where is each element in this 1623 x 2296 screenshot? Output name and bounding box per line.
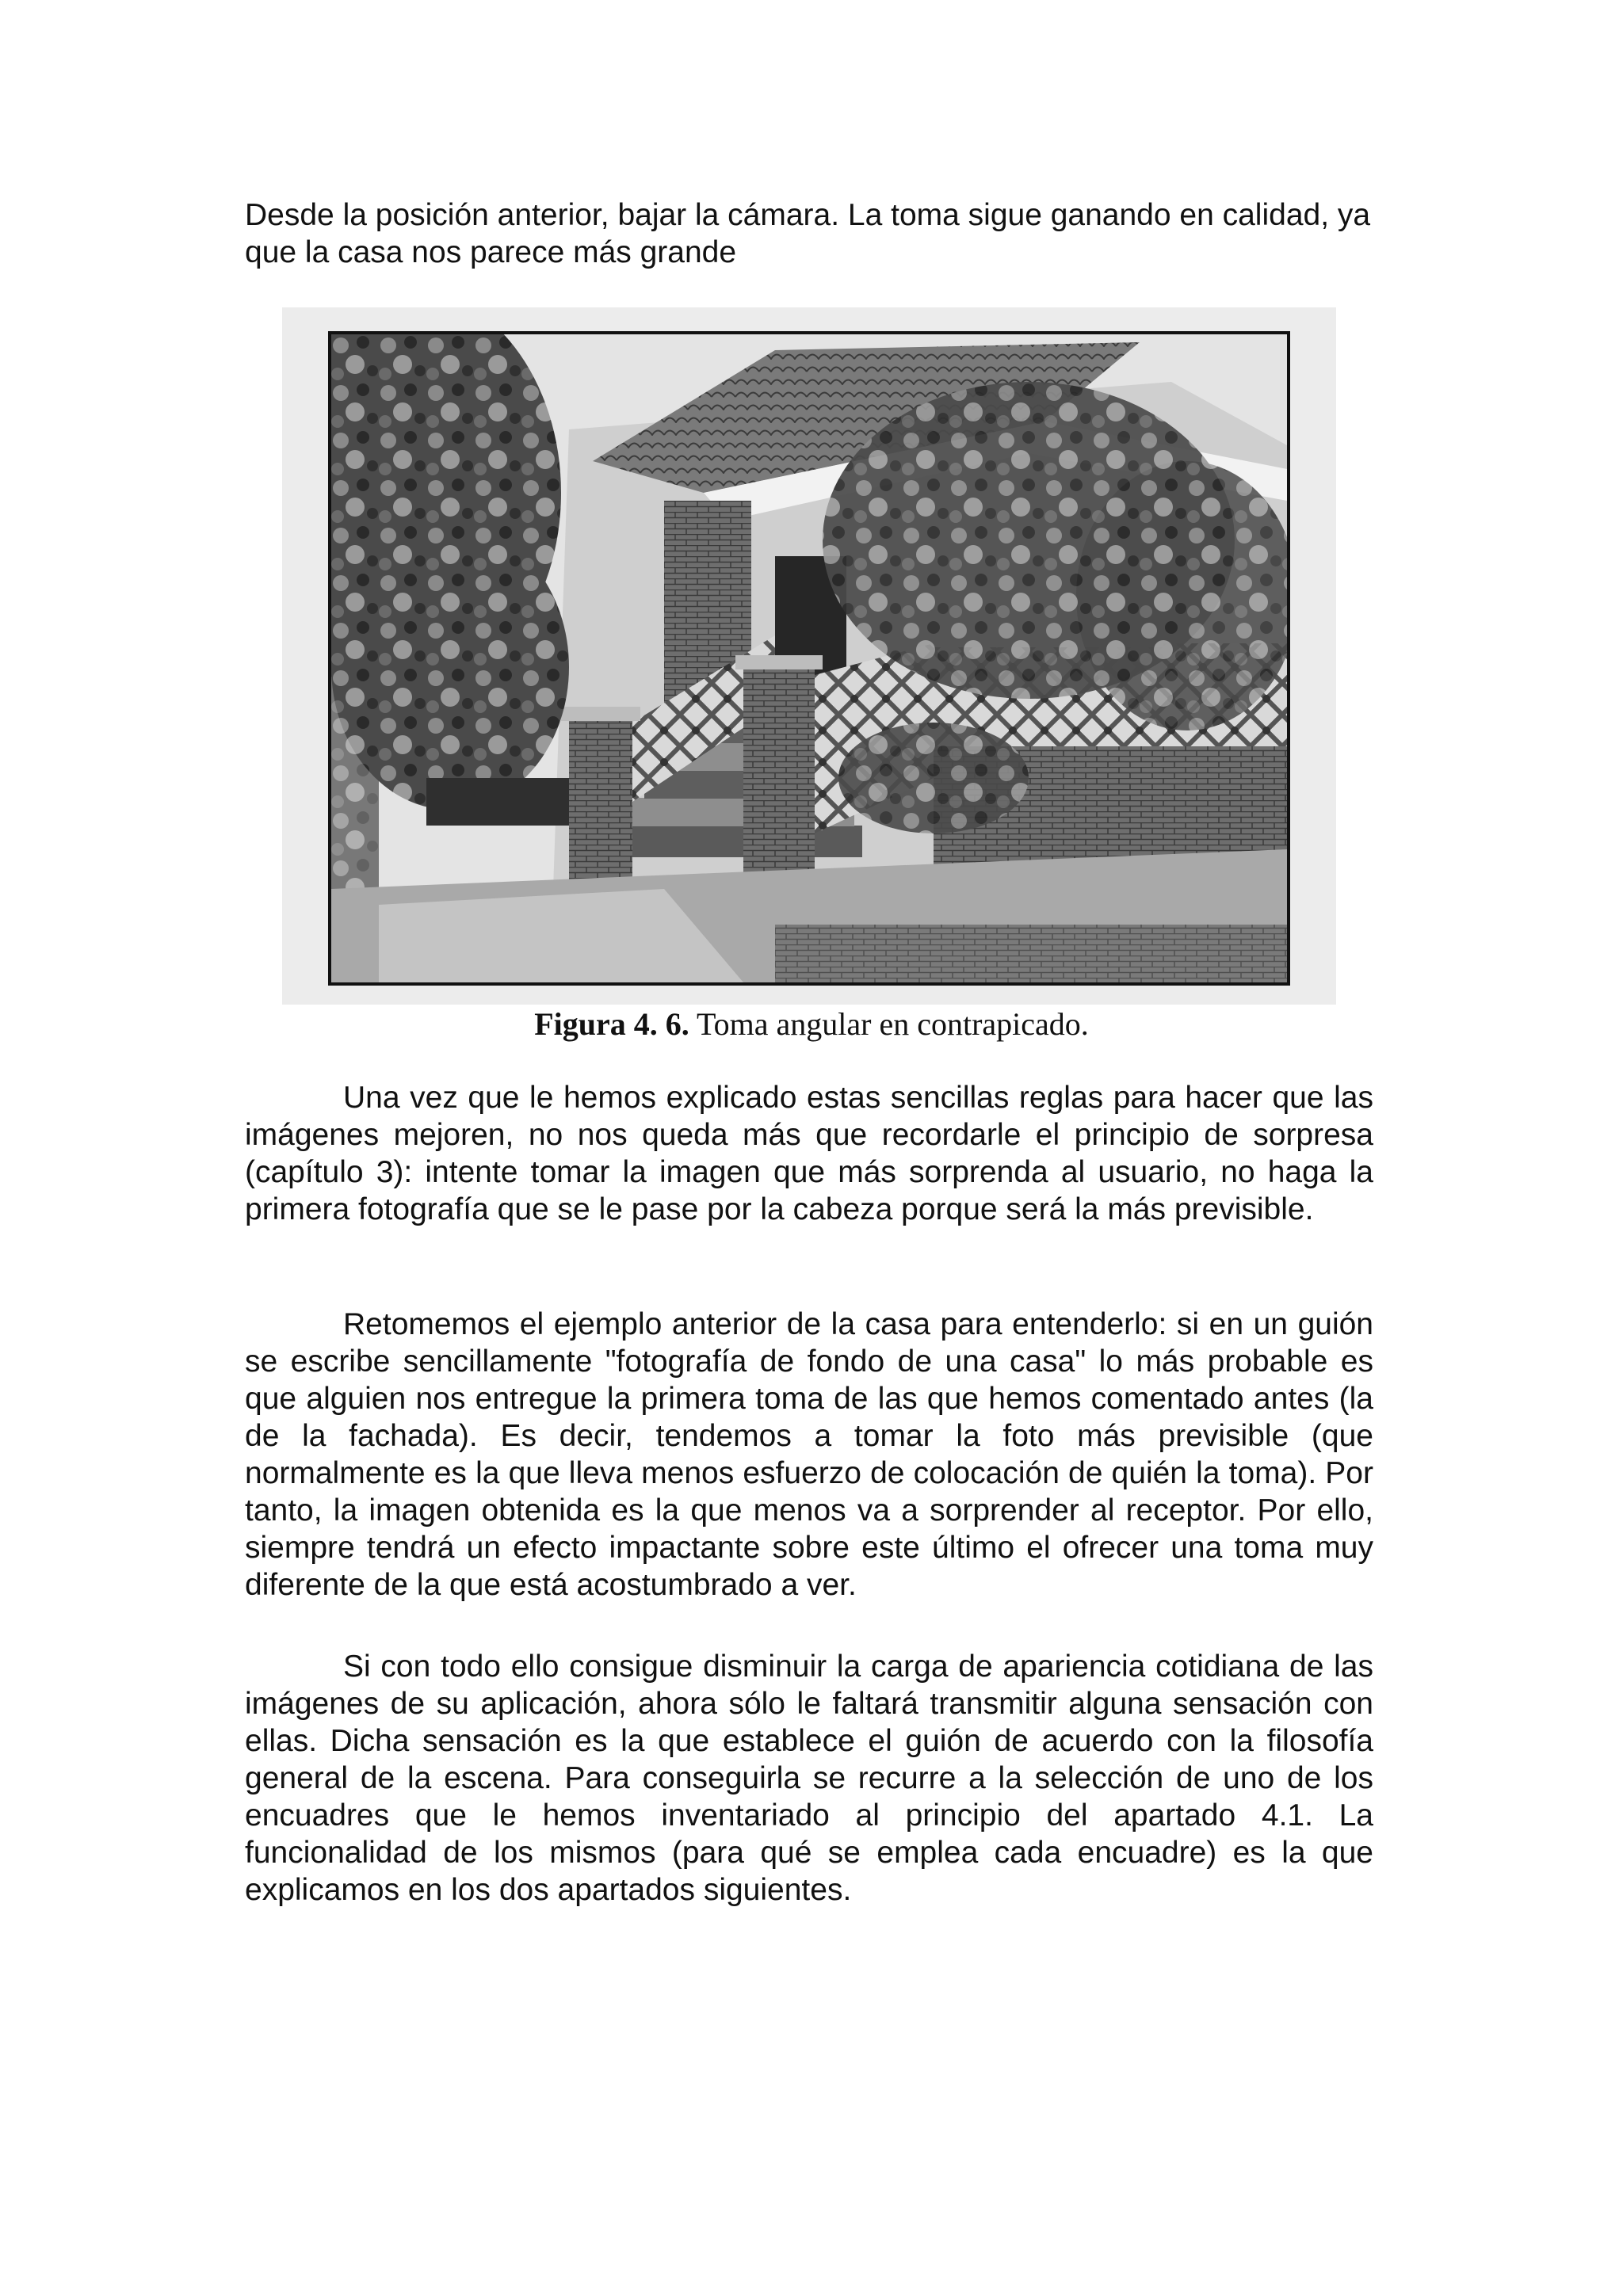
figure-caption-text: Toma angular en contrapicado. xyxy=(689,1006,1089,1042)
body-paragraph: Una vez que le hemos explicado estas sencillas reglas para hacer que las imágenes mejoren, no nos queda más que recordarle el principio de sorpresa (capítulo 3): intente tomar la imagen que más sorprenda al usuario, no haga la primera fotografía que se le pase por la cabeza porque será la más previsible. xyxy=(245,1081,1373,1226)
figure-photo-area xyxy=(282,307,1336,1005)
intro-paragraph: Desde la posición anterior, bajar la cámara. La toma sigue ganando en calidad, ya que la casa nos parece más grande xyxy=(245,198,1371,269)
house-photo xyxy=(328,331,1290,986)
body-paragraph: Si con todo ello consigue disminuir la carga de apariencia cotidiana de las imágenes de su aplicación, ahora sólo le faltará transmitir alguna sensación con ellas. Dicha sensación es la que establece el guión de acuerdo con la filosofía general de la escena. Para conseguirla se recurre a la selección de uno de los encuadres que le hemos inventariado al principio del apartado 4.1. La funcionalidad de los mismos (para qué se emplea cada encuadre) es la que explicamos en los dos apartados siguientes. xyxy=(245,1650,1373,1907)
body-paragraph: Retomemos el ejemplo anterior de la casa para entenderlo: si en un guión se escribe sencillamente "fotografía de fondo de una casa" lo más probable es que alguien nos entregue la primera toma de las que hemos comentado antes (la de la fachada). Es decir, tendemos a tomar la foto más previsible (que normalmente es la que lleva menos esfuerzo de colocación de quién la toma). Por tanto, la imagen obtenida es la que menos va a sorprender al receptor. Por ello, siempre tendrá un efecto impactante sobre este último el ofrecer una toma muy diferente de la que está acostumbrado a ver. xyxy=(245,1307,1373,1602)
figure-caption xyxy=(0,1005,1623,1044)
figure-label: Figura 4. 6. xyxy=(534,1006,689,1042)
